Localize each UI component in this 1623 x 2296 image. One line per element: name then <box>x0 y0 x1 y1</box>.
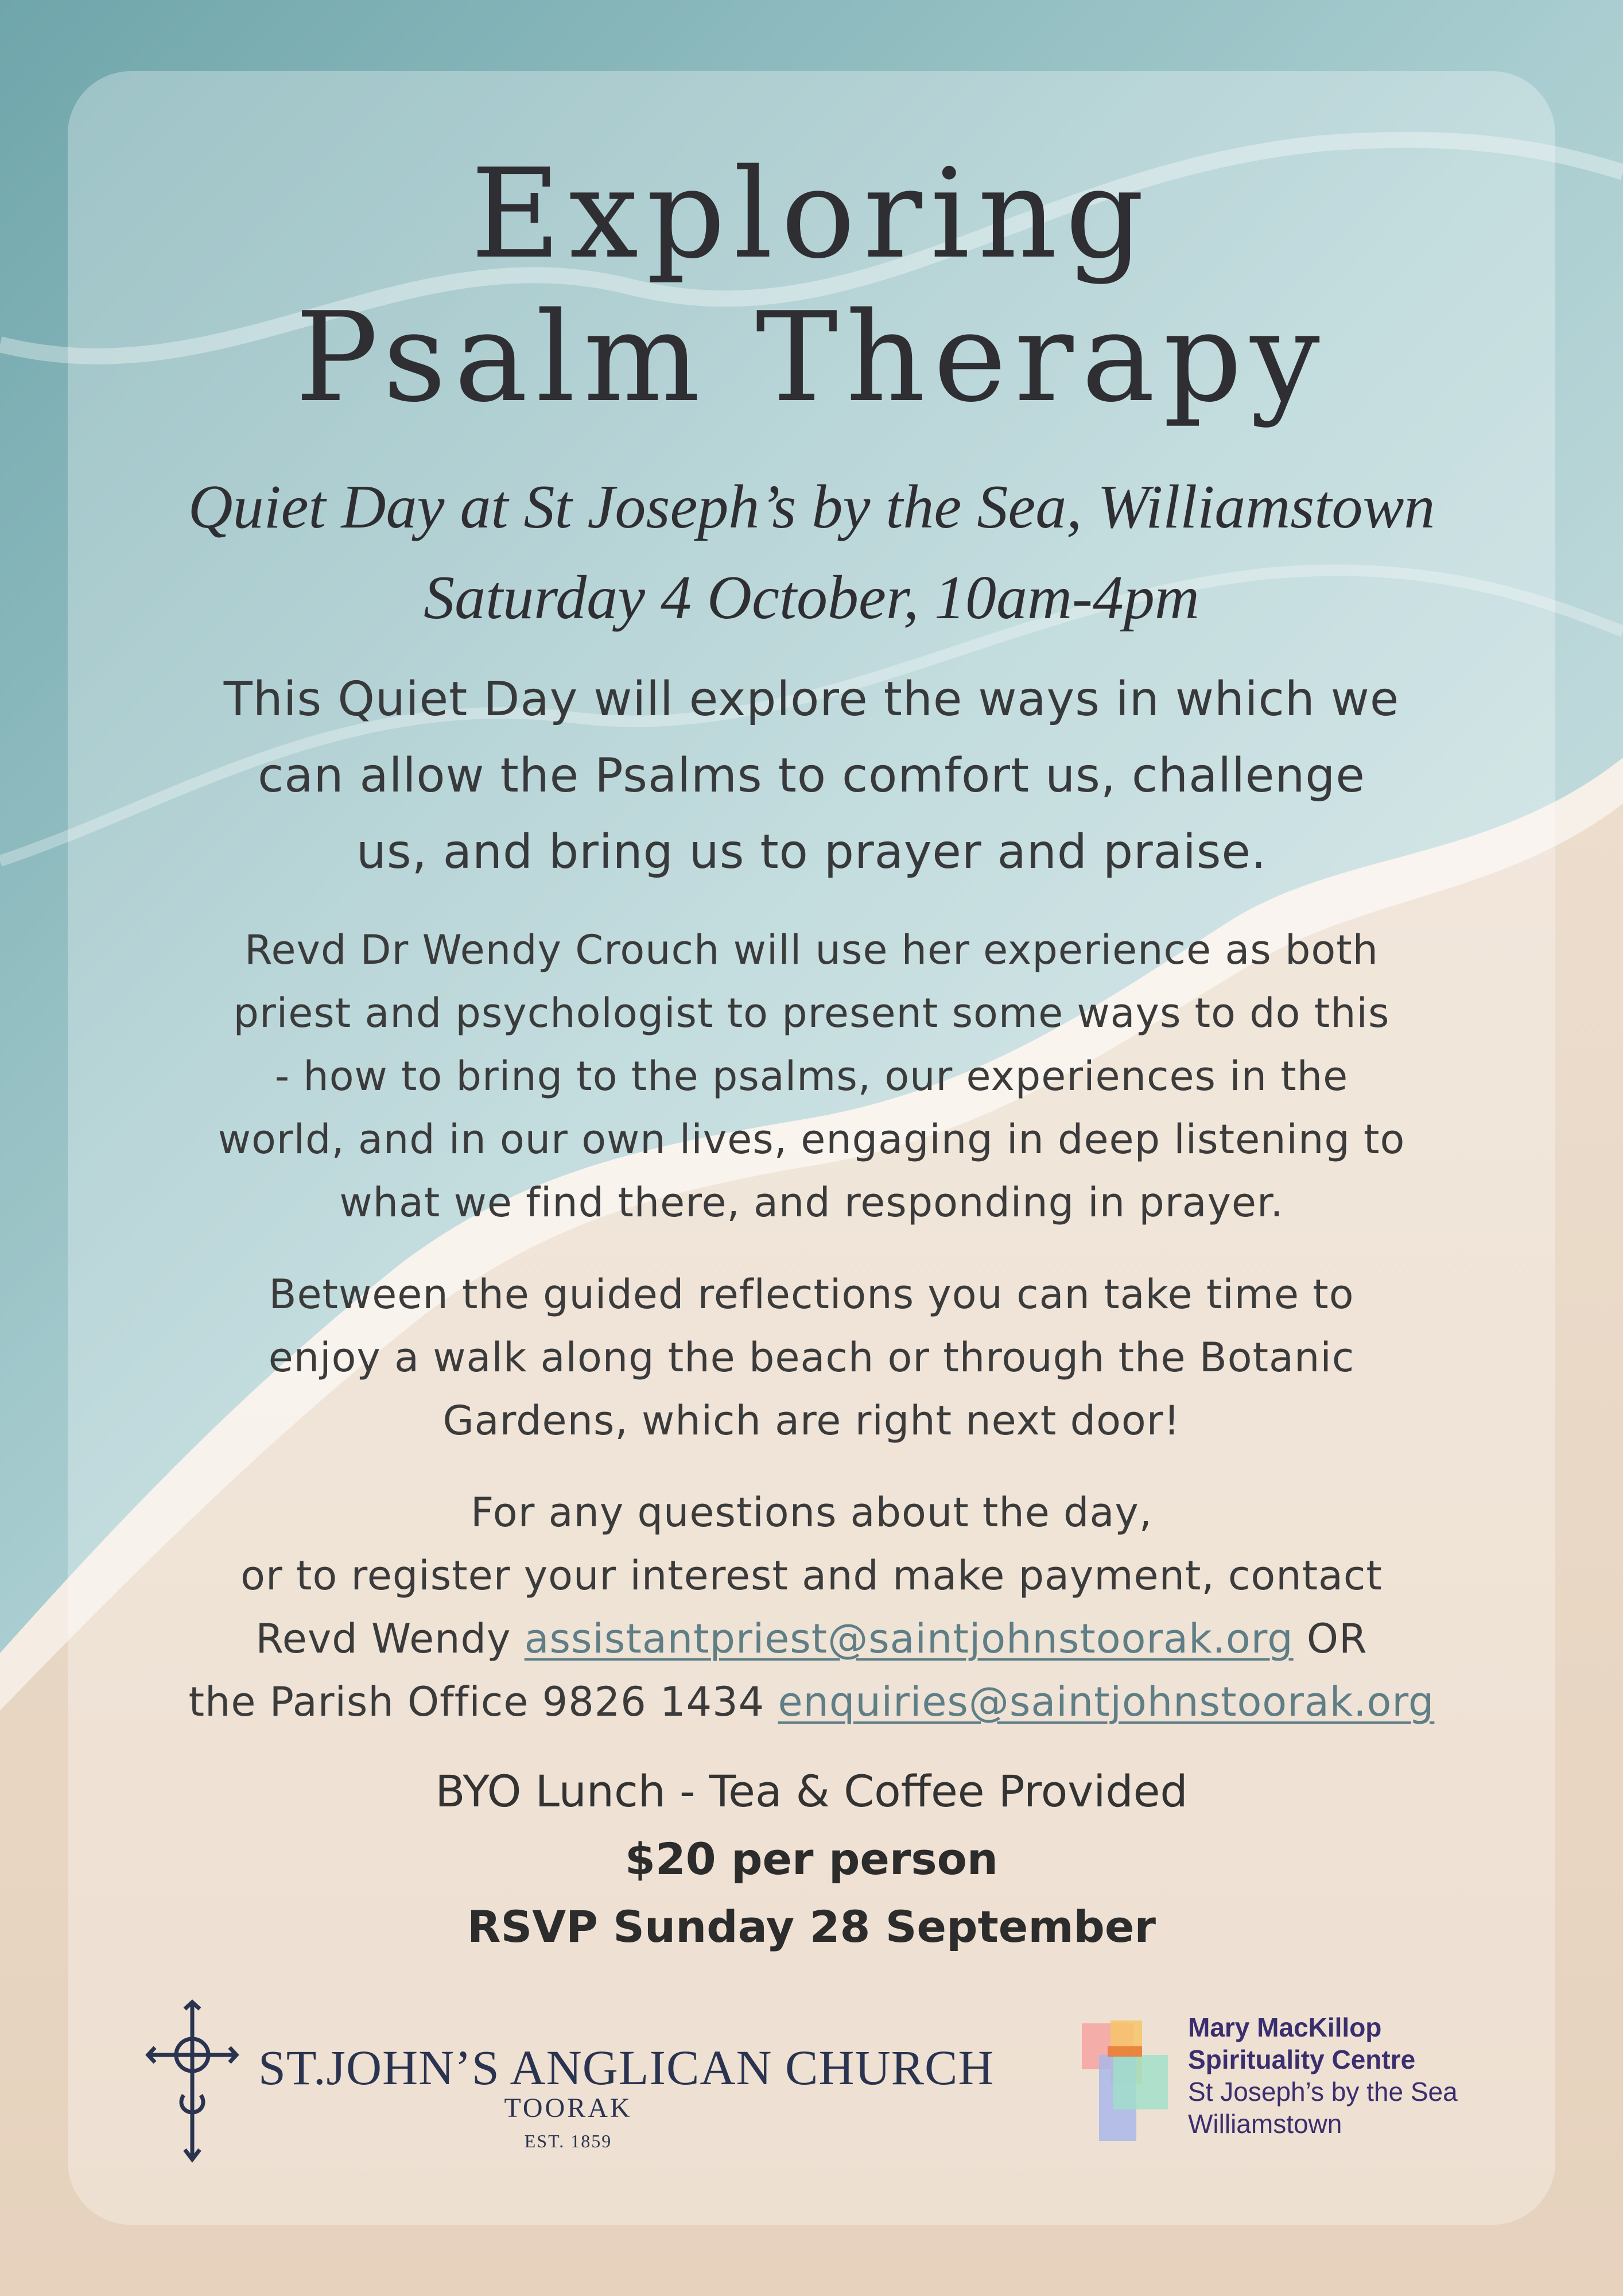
body-line: - how to bring to the psalms, our experiences in the <box>274 1053 1349 1100</box>
contact-paragraph <box>0 1481 1623 1733</box>
mm-venue: St Joseph’s by the Sea <box>1188 2077 1458 2107</box>
event-details <box>0 1758 1623 1961</box>
lead-paragraph <box>0 661 1623 890</box>
contact-line: Revd Wendy assistantpriest@saintjohnstoorak.org OR <box>255 1615 1368 1662</box>
mm-suburb: Williamstown <box>1188 2109 1342 2139</box>
contact-line: or to register your interest and make payment, contact <box>240 1552 1383 1599</box>
email-link-enquiries[interactable]: enquiries@saintjohnstoorak.org <box>778 1678 1435 1725</box>
title-line-2: Psalm Therapy <box>295 285 1328 429</box>
lead-line: us, and bring us to prayer and praise. <box>356 825 1267 879</box>
body-line: Between the guided reflections you can take time to <box>269 1271 1354 1318</box>
email-link-assistant-priest[interactable]: assistantpriest@saintjohnstoorak.org <box>524 1615 1294 1662</box>
presenter-paragraph <box>0 918 1623 1234</box>
title-block <box>0 142 1623 429</box>
contact-line: For any questions about the day, <box>470 1489 1153 1536</box>
body-line: world, and in our own lives, engaging in deep listening to <box>218 1116 1405 1163</box>
church-established: EST. 1859 <box>524 2131 612 2151</box>
cross-icon <box>143 1998 247 2164</box>
colored-cross-icon <box>1079 2020 1171 2147</box>
subtitle-date: Saturday 4 October, 10am-4pm <box>424 564 1199 632</box>
subtitle-block <box>0 462 1623 643</box>
mary-mackillop-logo <box>1079 2009 1492 2152</box>
contact-line: the Parish Office 9826 1434 enquiries@saintjohnstoorak.org <box>188 1678 1435 1725</box>
rsvp-date: RSVP Sunday 28 September <box>467 1901 1156 1952</box>
lead-line: can allow the Psalms to comfort us, challenge <box>258 748 1365 803</box>
mm-centre: Spirituality Centre <box>1188 2045 1416 2074</box>
reflections-paragraph <box>0 1263 1623 1452</box>
mary-mackillop-text <box>1188 2011 1458 2140</box>
church-name: ST.JOHN’S ANGLICAN CHURCH <box>258 2040 995 2095</box>
body-line: what we find there, and responding in prayer. <box>339 1179 1284 1226</box>
body-line: Gardens, which are right next door! <box>442 1397 1181 1444</box>
body-line: priest and psychologist to present some ways to do this <box>233 990 1390 1037</box>
mm-name: Mary MacKillop <box>1188 2012 1382 2042</box>
body-line: Revd Dr Wendy Crouch will use her experience as both <box>244 926 1379 974</box>
price: $20 per person <box>625 1833 998 1884</box>
body-line: enjoy a walk along the beach or through the Botanic <box>268 1334 1355 1381</box>
title-line-1: Exploring <box>471 142 1152 286</box>
lead-line: This Quiet Day will explore the ways in which we <box>223 672 1400 727</box>
subtitle-location: Quiet Day at St Joseph’s by the Sea, Williamstown <box>188 473 1435 541</box>
church-logo <box>143 1998 993 2164</box>
church-location: TOORAK <box>504 2093 632 2123</box>
lunch-note: BYO Lunch - Tea & Coffee Provided <box>435 1766 1188 1817</box>
